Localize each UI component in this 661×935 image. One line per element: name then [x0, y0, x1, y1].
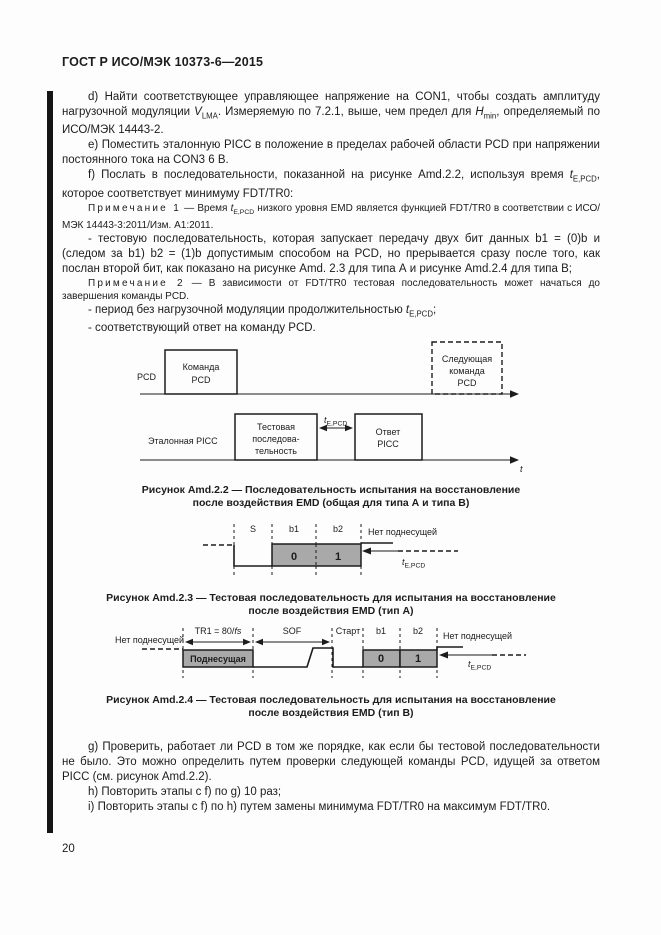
var-tepcd-sub: E,PCD [572, 174, 597, 184]
paragraph-d-text-3: , определяемый по ИСО/МЭК 14443-2. [62, 106, 600, 137]
var-vlma-sub: LMA [201, 111, 218, 121]
figure-amd-2-4-caption [62, 694, 600, 720]
segment-b1-label: b1 [288, 524, 300, 534]
var-tepcd: t [569, 169, 573, 182]
pcd-row-label: PCD [137, 372, 157, 382]
arrowhead-right-icon [510, 456, 519, 464]
segment-b2-label: b2 [412, 626, 424, 636]
pcd-command-line2: PCD [191, 375, 211, 385]
var-hmin-sub: min [483, 111, 497, 121]
no-subcarrier-left-label: Нет поднесущей [115, 635, 185, 645]
arrowhead-right-icon [322, 639, 330, 645]
caption-line2: после воздействия EMD (общая для типа А и типа В) [192, 497, 470, 509]
figure-amd-2-3-caption [62, 592, 600, 618]
te-pcd-label: $t_{E,PCD}$ [402, 557, 426, 570]
caption-line2: после воздействия EMD (тип В) [248, 707, 414, 719]
arrowhead-left-icon [185, 639, 193, 645]
no-subcarrier-label: Нет поднесущей [368, 527, 438, 537]
note-1-var-sub: E,PCD [233, 208, 255, 216]
page-number: 20 [62, 843, 75, 855]
paragraph-g: g) Проверить, работает ли PCD в том же порядке, как если бы тестовой последовательности не было. Это можно определить путем проверки следующей команды PCD, идущей за ответом PICC (см. рисунок Amd.2.2). [62, 741, 600, 783]
picc-response-line2: PICC [377, 439, 399, 449]
paragraph-d-text-1: d) Найти соответствующее управляющее напряжение на CON1, чтобы создать амплитуду нагрузочной модуляции [62, 91, 600, 118]
tr1-label: TR1 = 80/fs [194, 626, 242, 636]
test-sequence-line1: Тестовая [256, 422, 296, 432]
test-sequence-line2: последова- [252, 434, 300, 444]
picc-response-line1: Ответ [375, 427, 401, 437]
list-item-pause-var: t [405, 303, 410, 316]
arrowhead-left-icon [439, 652, 448, 659]
paragraph-d-text-2: . Измеряемую по 7.2.1, выше, чем предел для [217, 106, 476, 118]
list-item-test-sequence: - тестовую последовательность, которая запускает передачу двух бит данных b1 = (0)b и (следом за b1) b2 = (1)b допустимым способом на PCD, но прерывается сразу после того, как послан второй бит, как показано на рисунке Amd. 2.3 для типа А и рисунке Amd.2.4 для типа В; [62, 232, 600, 275]
start-label: Старт [335, 626, 361, 636]
next-command-line1: Следующая [441, 354, 493, 364]
figure-amd-2-3-diagram [190, 518, 470, 582]
bit0-value: 0 [290, 551, 298, 563]
caption-line1: Рисунок Amd.2.2 — Последовательность испытания на восстановление [141, 484, 521, 496]
subcarrier-label: Поднесущая [190, 654, 246, 664]
paragraph-f [62, 168, 600, 201]
caption-line2: после воздействия EMD (тип А) [248, 605, 414, 617]
segment-s-label: S [249, 524, 257, 534]
segment-b1-label: b1 [375, 626, 387, 636]
note-2-text: — В зависимости от FDT/TR0 тестовая последовательность может начаться до завершения команды PCD. [62, 277, 600, 302]
note-2 [62, 277, 600, 303]
paragraph-i: i) Повторить этапы с f) по h) путем замены минимума FDT/TR0 на максимум FDT/TR0. [88, 801, 551, 813]
arrowhead-right-icon [510, 390, 519, 398]
list-item-response: - соответствующий ответ на команду PCD. [88, 321, 316, 334]
pcd-command-line1: Команда [182, 362, 220, 372]
document-title: ГОСТ Р ИСО/МЭК 10373-6—2015 [62, 55, 264, 69]
bit0-value: 0 [377, 653, 385, 665]
next-command-line3: PCD [457, 378, 477, 388]
list-item-pause-text-1: - период без нагрузочной модуляции продолжительностью [88, 303, 406, 316]
list-item-pause-var-sub: E,PCD [409, 308, 433, 318]
list-item-pause-text-2: ; [432, 303, 437, 316]
paragraph-e: e) Поместить эталонную PICC в положение в пределах рабочей области PCD при напряжении постоянного тока на CON3 6 В. [62, 139, 600, 167]
var-hmin: H [475, 106, 484, 118]
arrowhead-left-icon [362, 548, 371, 555]
bit1-value: 1 [334, 551, 342, 563]
text-block-upper [62, 90, 600, 336]
figure-amd-2-4-diagram [100, 622, 532, 686]
note-1-text-1: — Время [181, 202, 231, 214]
segment-b2-label: b2 [332, 524, 344, 534]
note-1-text-2: низкого уровня EMD является функцией FDT/TR0 в соответствии с ИСО/МЭК 14443-3:2011/Изм. А1:2011. [62, 202, 601, 231]
pcd-command-box [165, 350, 237, 394]
note-1-label: Примечание 1 [88, 202, 182, 214]
paragraph-f-text-1: f) Послать в последовательности, показанной на рисунке Amd.2.2, используя время [88, 169, 570, 182]
note-1-var: t [230, 202, 234, 214]
bit1-value: 1 [414, 653, 422, 665]
sof-signal-line [253, 648, 363, 667]
note-2-label: Примечание 2 [88, 277, 185, 289]
picc-row-label: Эталонная PICC [148, 436, 218, 446]
caption-line1: Рисунок Amd.2.3 — Тестовая последовательность для испытания на восстановление [106, 592, 556, 604]
arrowhead-left-icon [255, 639, 263, 645]
no-subcarrier-right-label: Нет поднесущей [443, 631, 513, 641]
figure-amd-2-2-diagram [100, 338, 560, 480]
sof-label: SOF [282, 626, 302, 636]
next-command-line2: команда [449, 366, 485, 376]
figure-amd-2-2-caption [62, 484, 600, 510]
time-axis-label: t [520, 464, 523, 474]
list-item-pause [62, 303, 600, 321]
arrowhead-right-icon [243, 639, 251, 645]
var-vlma: V [194, 106, 202, 118]
test-sequence-line3: тельность [255, 446, 297, 456]
paragraph-h: h) Повторить этапы с f) по g) 10 раз; [88, 786, 282, 798]
te-pcd-label: $t_{E,PCD}$ [324, 415, 348, 428]
signal-low-line [234, 545, 272, 566]
picc-response-box [355, 414, 422, 460]
paragraph-d [62, 90, 600, 138]
caption-line1: Рисунок Amd.2.4 — Тестовая последовательность для испытания на восстановление [106, 694, 556, 706]
left-margin-bar [47, 91, 53, 833]
note-1 [62, 202, 600, 232]
no-subcarrier-level-line [437, 647, 463, 650]
text-block-lower [62, 740, 600, 815]
te-pcd-label: $t_{E,PCD}$ [468, 659, 492, 672]
paragraph-f-text-2: , которое соответствует минимуму FDT/TR0: [62, 169, 600, 200]
